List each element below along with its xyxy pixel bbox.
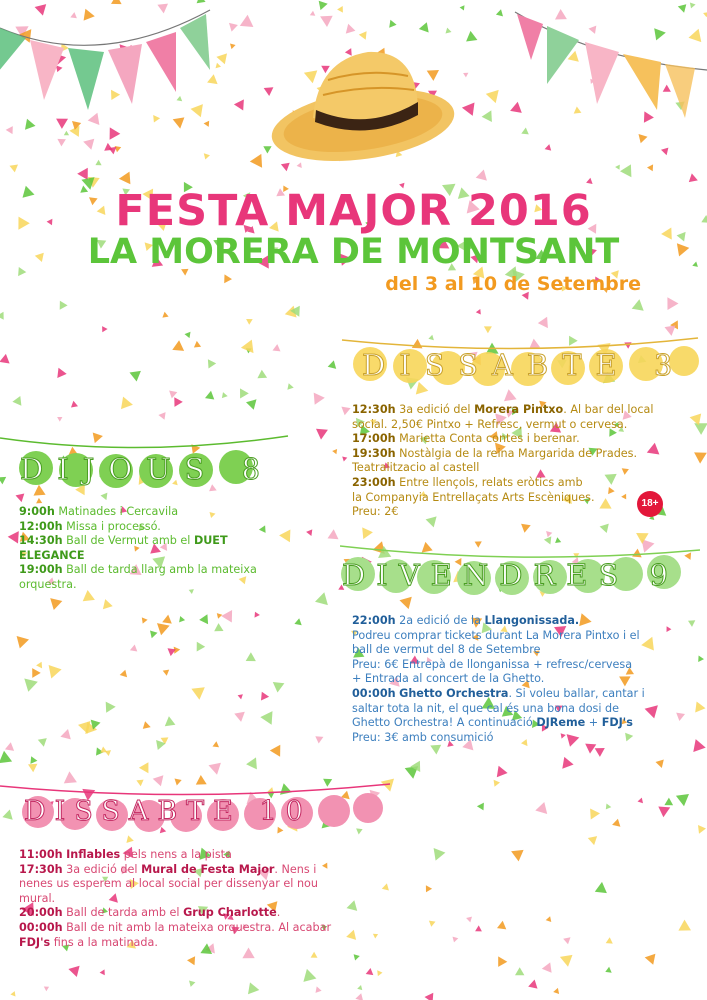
event-text: . Nens i	[274, 862, 317, 876]
schedule-dissabte-3	[352, 403, 653, 520]
schedule-line	[19, 578, 257, 593]
schedule-line	[352, 672, 645, 687]
schedule-line	[352, 658, 645, 673]
schedule-line	[352, 403, 653, 418]
event-text: Ball de nit amb la mateixa orquestra. Al acabar	[62, 920, 332, 934]
event-text: social. 2,50€ Pintxo + Refresc, vermut o cervesa.	[352, 417, 628, 431]
event-text: fins a la matinada.	[50, 935, 158, 949]
schedule-line	[19, 848, 331, 863]
event-time: 17:00h	[352, 432, 396, 446]
event-highlight: FDJ's	[19, 935, 51, 949]
page-subtitle: LA MORERA DE MONTSANT	[87, 232, 620, 272]
event-text: 2a edició de la	[395, 614, 485, 627]
event-time: 00:00h	[352, 686, 396, 700]
event-text: Teatralitzacio al castell	[352, 461, 480, 475]
event-time: 12:30h	[352, 403, 396, 416]
event-text: saltar tota la nit, el que cal és una bona dosi de	[352, 701, 620, 715]
event-highlight: Mural de Festa Major	[141, 862, 275, 876]
banner-title: DISSABTE 3	[362, 348, 687, 382]
bunting-flags-icon	[0, 0, 230, 130]
event-text: Preu: 6€ Entrepà de llonganissa + refresc/cervesa	[352, 657, 633, 671]
event-time: 00:00h	[19, 920, 63, 934]
event-time: 19:00h	[19, 563, 63, 577]
schedule-line	[19, 877, 331, 892]
event-text: Preu: 2€	[352, 505, 399, 519]
event-text: . Si voleu ballar, cantar i	[508, 686, 645, 700]
schedule-line	[352, 432, 653, 447]
schedule-line	[19, 549, 257, 564]
event-highlight: Grup Charlotte	[183, 906, 277, 920]
event-text: la Companyia Entrellaçats Arts Escèniques.	[352, 490, 595, 504]
bunting-flags-icon	[495, 0, 707, 140]
event-text: Missa i processó.	[62, 519, 161, 533]
event-time: 11:00h	[19, 848, 63, 861]
schedule-line	[19, 936, 331, 951]
event-text: Matinades i Cercavila	[54, 505, 179, 518]
event-time: 9:00h	[19, 505, 55, 518]
event-highlight: FDJ's	[601, 716, 633, 730]
event-text: Nostàlgia de la reina Margarida de Prades.	[395, 446, 638, 460]
schedule-line	[19, 921, 331, 936]
schedule-dissabte-10	[19, 848, 331, 950]
event-text: + Entrada al concert de la Ghetto.	[352, 672, 545, 686]
banner-title: DIJOUS 8	[20, 452, 275, 486]
schedule-line	[352, 629, 645, 644]
schedule-line	[352, 476, 653, 491]
event-time: 20:00h	[19, 906, 63, 920]
schedule-line	[352, 702, 645, 717]
schedule-divendres-9	[352, 614, 645, 745]
event-time: 23:00h	[352, 475, 396, 489]
event-highlight: ELEGANCE	[19, 548, 85, 562]
straw-hat-icon	[268, 40, 458, 165]
event-text: ball de vermut del 8 de Setembre	[352, 643, 541, 657]
schedule-line	[352, 505, 653, 520]
schedule-line	[19, 863, 331, 878]
event-text: pels nens a la pista	[120, 848, 232, 861]
schedule-dijous-8	[19, 505, 257, 593]
event-time: 14:30h	[19, 534, 63, 548]
event-highlight: DJReme	[536, 716, 586, 730]
schedule-line	[352, 491, 653, 506]
event-text: orquestra.	[19, 577, 77, 591]
event-text: Preu: 3€ amb consumició	[352, 730, 494, 744]
schedule-line	[352, 687, 645, 702]
event-time: 22:00h	[352, 614, 396, 627]
event-time: 19:30h	[352, 446, 396, 460]
schedule-line	[19, 563, 257, 578]
schedule-line	[352, 461, 653, 476]
event-text: Entre llençols, relats eròtics amb	[395, 475, 583, 489]
event-text: 3a edició del	[395, 403, 475, 416]
event-text: 3a edició del	[62, 862, 142, 876]
schedule-line	[352, 731, 645, 746]
banner-title: DISSABTE 10	[24, 796, 312, 827]
banner-title: DIVENDRES 9	[342, 558, 679, 592]
event-text: Ball de tarda llarg amb la mateixa	[62, 563, 257, 577]
event-text: . Al bar del local	[563, 403, 654, 416]
schedule-line	[352, 643, 645, 658]
schedule-line	[352, 716, 645, 731]
event-highlight: Inflables	[66, 848, 121, 861]
event-dates: del 3 al 10 de Setembre	[385, 273, 641, 295]
event-text: mural.	[19, 891, 56, 905]
schedule-line	[352, 447, 653, 462]
schedule-line	[19, 892, 331, 907]
event-highlight: DUET	[193, 534, 228, 548]
page-title: FESTA MAJOR 2016	[115, 186, 592, 236]
age-18-badge: 18+	[637, 491, 663, 517]
event-text: Ball de Vermut amb el	[62, 534, 194, 548]
event-text: +	[585, 716, 602, 730]
event-time: 12:00h	[19, 519, 63, 533]
event-text: Ball de tarda amb el	[62, 906, 184, 920]
schedule-line	[19, 520, 257, 535]
event-text: Ghetto Orchestra! A continuació	[352, 716, 537, 730]
event-text: Marietta Conta contes i berenar.	[395, 432, 580, 446]
event-text: Podreu comprar tickets durant La Morera Pintxo i el	[352, 628, 640, 642]
schedule-line	[352, 418, 653, 433]
schedule-line	[352, 614, 645, 629]
event-text: nenes us esperem al local social per dissenyar el nou	[19, 877, 318, 891]
schedule-line	[19, 906, 331, 921]
event-text: .	[276, 906, 281, 920]
event-highlight: Morera Pintxo	[474, 403, 564, 416]
event-highlight: Llangonissada.	[484, 614, 580, 627]
event-highlight: Ghetto Orchestra	[399, 686, 509, 700]
schedule-line	[19, 505, 257, 520]
schedule-line	[19, 534, 257, 549]
event-time: 17:30h	[19, 862, 63, 876]
